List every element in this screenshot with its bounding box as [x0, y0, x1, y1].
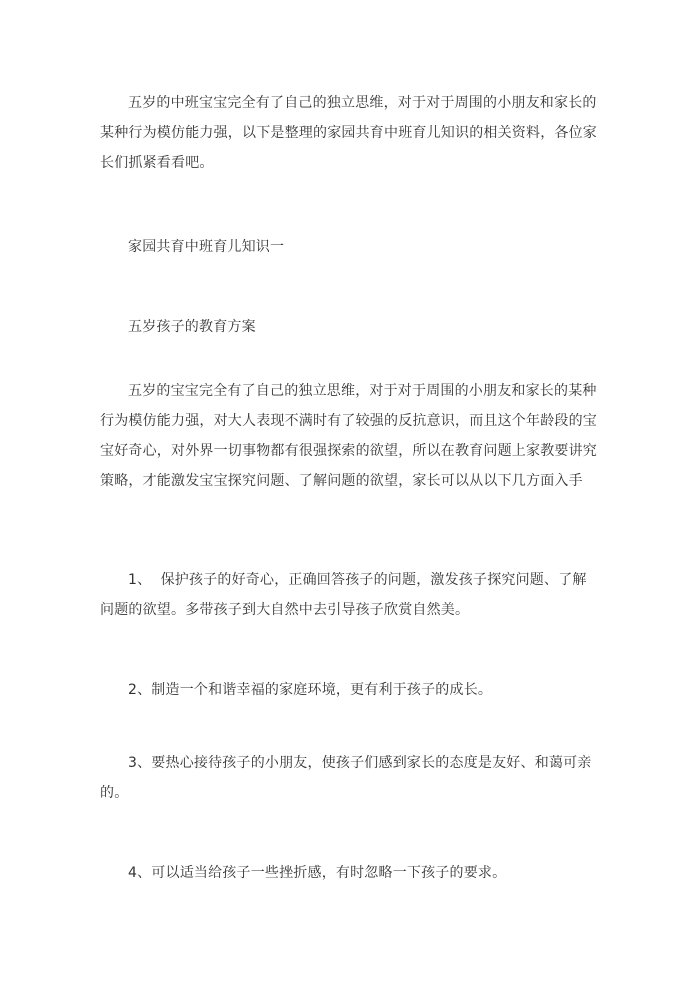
body-line-4: 策略，才能激发宝宝探究问题、了解问题的欲望，家长可以从以下几方面入手: [100, 473, 583, 489]
subtitle: 五岁孩子的教育方案: [128, 319, 256, 335]
intro-line-1: 五岁的中班宝宝完全有了自己的独立思维，对于对于周围的小朋友和家长的: [128, 95, 597, 111]
list-item-1-line-2: 问题的欲望。多带孩子到大自然中去引导孩子欣赏自然美。: [100, 602, 470, 618]
body-line-3: 宝好奇心，对外界一切事物都有很强探索的欲望，所以在教育问题上家教要讲究: [100, 443, 597, 459]
intro-line-3: 长们抓紧看看吧。: [100, 155, 214, 171]
list-item-3-line-2: 的。: [100, 785, 129, 801]
intro-line-2: 某种行为模仿能力强，以下是整理的家园共育中班育儿知识的相关资料，各位家: [100, 125, 597, 141]
section-title: 家园共育中班育儿知识一: [128, 239, 285, 255]
list-item-4: 4、可以适当给孩子一些挫折感，有时忽略一下孩子的要求。: [128, 865, 507, 881]
list-item-3-line-1: 3、要热心接待孩子的小朋友，使孩子们感到家长的态度是友好、和蔼可亲: [128, 755, 592, 771]
intro-paragraph: [100, 88, 610, 178]
list-item-2: 2、制造一个和谐幸福的家庭环境，更有利于孩子的成长。: [128, 682, 493, 698]
list-item-1: [100, 565, 610, 625]
body-paragraph: [100, 376, 610, 496]
list-item-3: [100, 748, 610, 808]
body-line-1: 五岁的宝宝完全有了自己的独立思维，对于对于周围的小朋友和家长的某种: [128, 383, 597, 399]
body-line-2: 行为模仿能力强，对大人表现不满时有了较强的反抗意识，而且这个年龄段的宝: [100, 413, 597, 429]
list-item-1-line-1: 1、 保护孩子的好奇心，正确回答孩子的问题，激发孩子探究问题、了解: [128, 572, 587, 588]
